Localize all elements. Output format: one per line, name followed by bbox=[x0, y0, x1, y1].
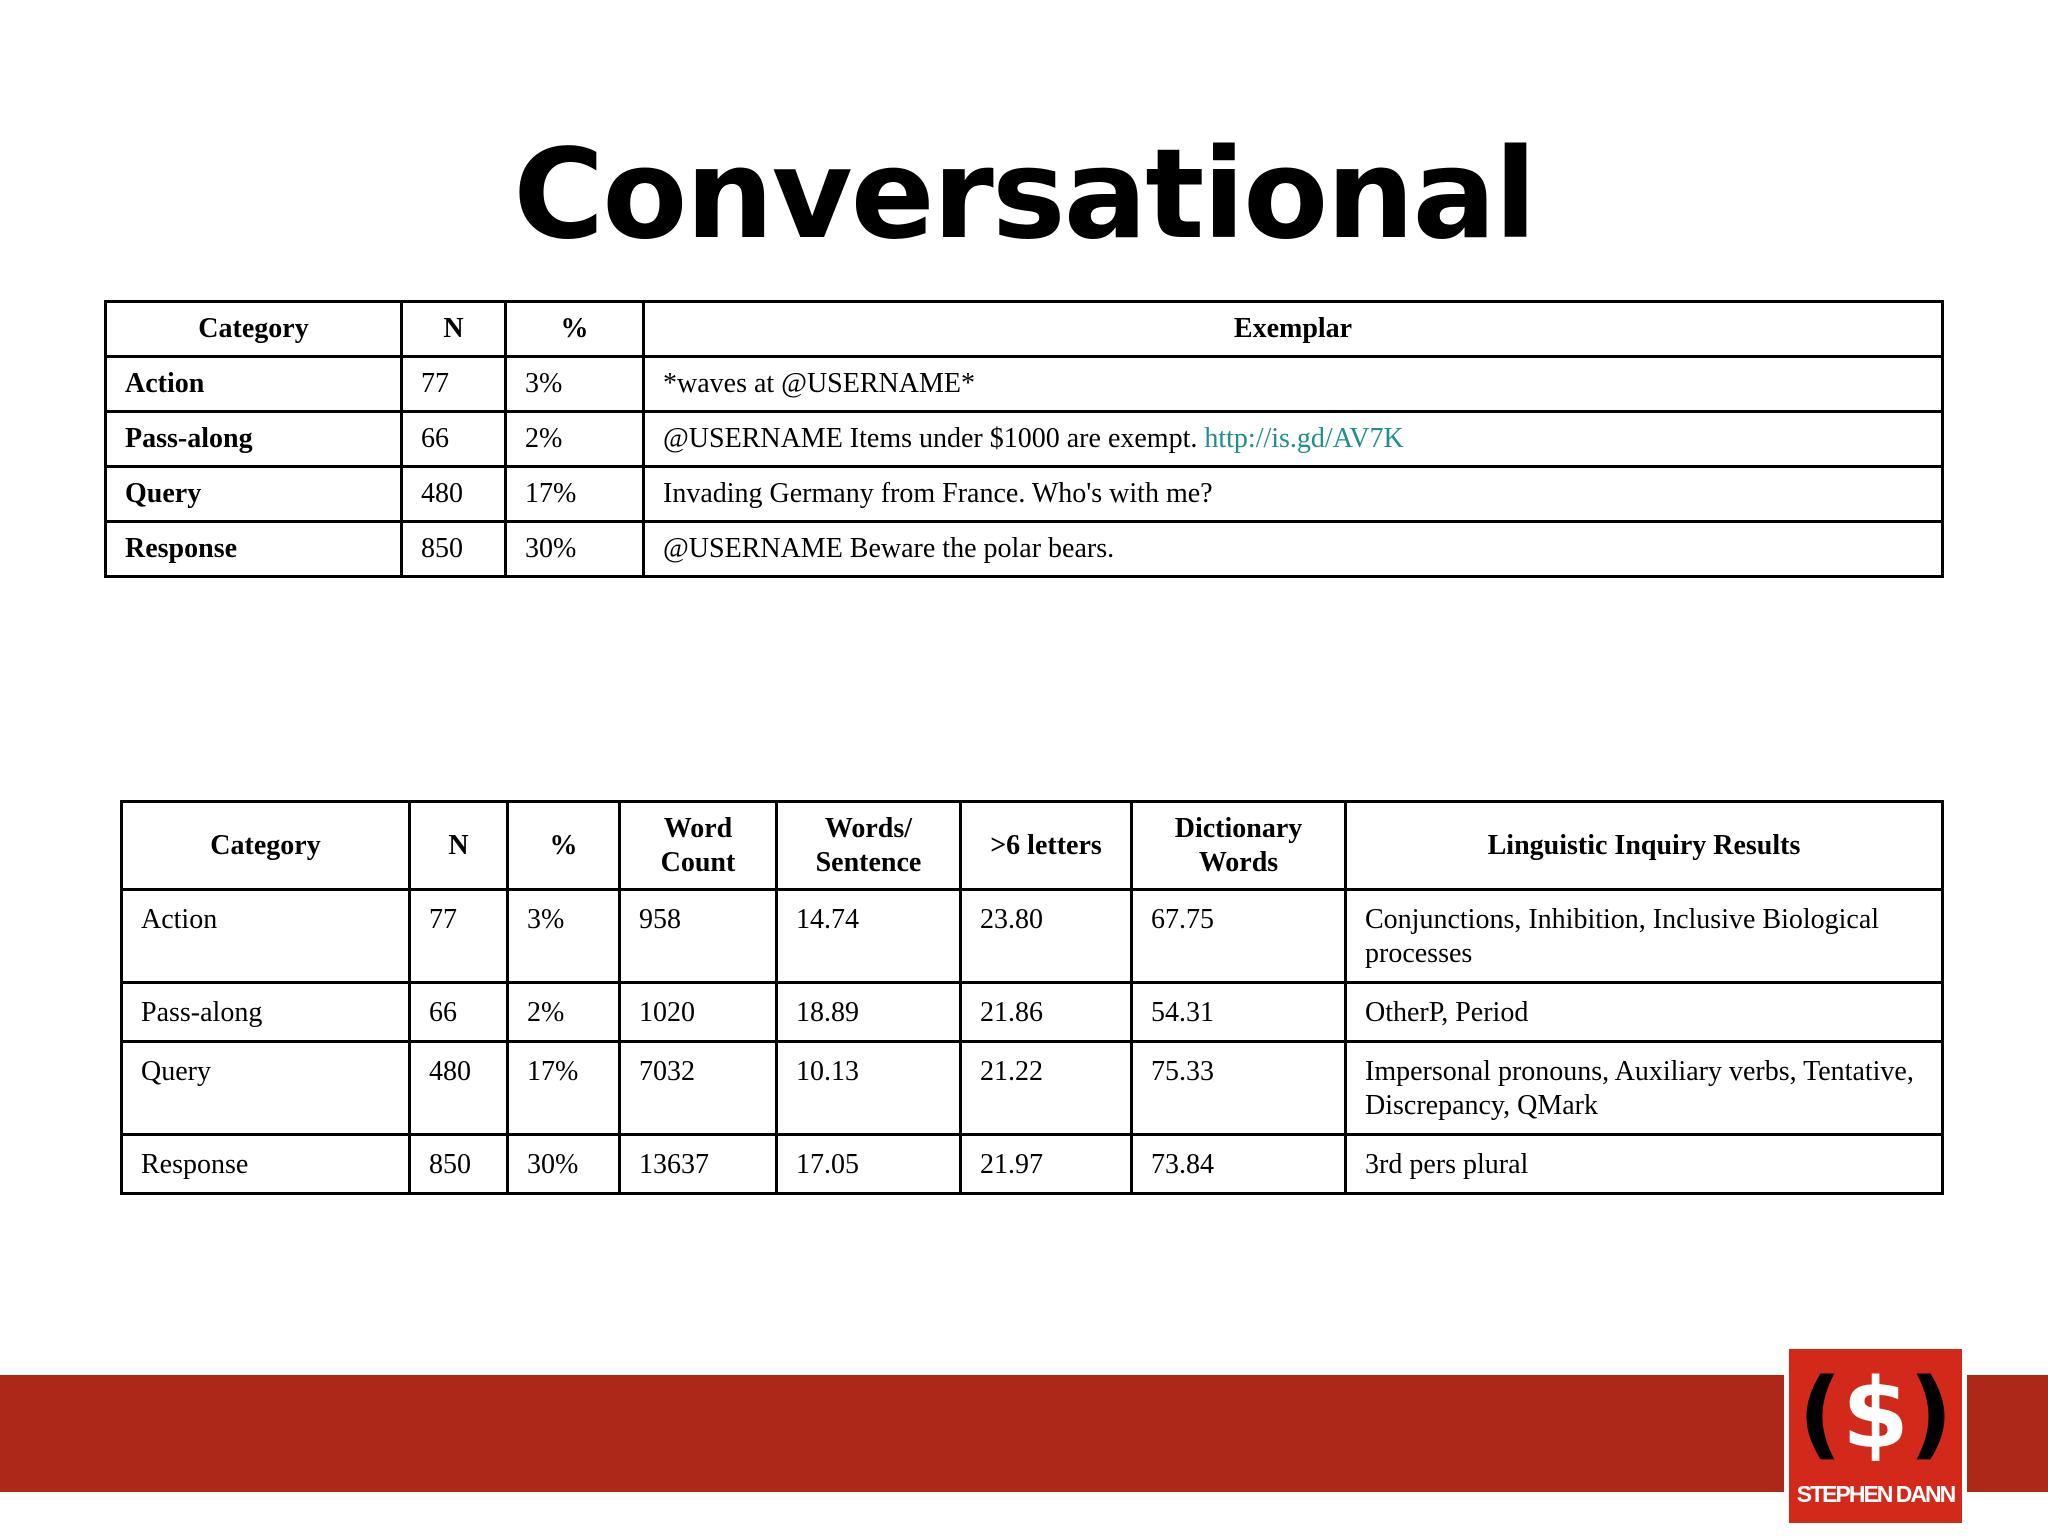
table-row bbox=[122, 1042, 1943, 1135]
exemplar-cell bbox=[644, 412, 1943, 467]
exemplar-text: @USERNAME Items under $1000 are exempt. bbox=[663, 423, 1205, 454]
logo-box bbox=[1789, 1349, 1962, 1523]
dollar-logo-icon bbox=[1789, 1359, 1962, 1469]
table-row bbox=[106, 522, 1943, 577]
percent-cell: 30% bbox=[506, 522, 644, 577]
category-cell: Action bbox=[106, 357, 402, 412]
header-n: N bbox=[402, 302, 506, 357]
percent-cell: 3% bbox=[506, 357, 644, 412]
six-letters-cell: 21.86 bbox=[961, 983, 1132, 1042]
header-exemplar: Exemplar bbox=[644, 302, 1943, 357]
n-cell: 77 bbox=[410, 890, 508, 983]
table-row bbox=[106, 412, 1943, 467]
percent-cell: 3% bbox=[508, 890, 620, 983]
n-cell: 66 bbox=[402, 412, 506, 467]
table-header-row bbox=[122, 802, 1943, 890]
logo-name: STEPHEN DANN bbox=[1796, 1481, 1955, 1507]
word-count-cell: 7032 bbox=[620, 1042, 777, 1135]
n-cell: 850 bbox=[410, 1135, 508, 1194]
dictionary-cell: 75.33 bbox=[1132, 1042, 1346, 1135]
dictionary-cell: 73.84 bbox=[1132, 1135, 1346, 1194]
liwc-cell: 3rd pers plural bbox=[1346, 1135, 1943, 1194]
category-cell: Query bbox=[122, 1042, 410, 1135]
page-title: Conversational bbox=[513, 123, 1535, 267]
exemplar-cell: *waves at @USERNAME* bbox=[644, 357, 1943, 412]
category-cell: Pass-along bbox=[122, 983, 410, 1042]
liwc-cell: Conjunctions, Inhibition, Inclusive Biological processes bbox=[1346, 890, 1943, 983]
liwc-cell: OtherP, Period bbox=[1346, 983, 1943, 1042]
exemplar-link[interactable]: http://is.gd/AV7K bbox=[1204, 423, 1404, 454]
header-word-count: Word Count bbox=[620, 802, 777, 890]
logo-paren-open: ( bbox=[1798, 1358, 1843, 1470]
category-cell: Pass-along bbox=[106, 412, 402, 467]
dictionary-cell: 54.31 bbox=[1132, 983, 1346, 1042]
n-cell: 77 bbox=[402, 357, 506, 412]
header-category: Category bbox=[106, 302, 402, 357]
liwc-cell: Impersonal pronouns, Auxiliary verbs, Tentative, Discrepancy, QMark bbox=[1346, 1042, 1943, 1135]
six-letters-cell: 23.80 bbox=[961, 890, 1132, 983]
linguistic-table bbox=[120, 800, 1944, 1195]
six-letters-cell: 21.97 bbox=[961, 1135, 1132, 1194]
logo-paren-close: ) bbox=[1908, 1358, 1953, 1470]
exemplar-cell: @USERNAME Beware the polar bears. bbox=[644, 522, 1943, 577]
header-percent: % bbox=[506, 302, 644, 357]
dictionary-cell: 67.75 bbox=[1132, 890, 1346, 983]
category-cell: Response bbox=[122, 1135, 410, 1194]
header-dictionary-words: Dictionary Words bbox=[1132, 802, 1346, 890]
n-cell: 66 bbox=[410, 983, 508, 1042]
header-words-sentence: Words/ Sentence bbox=[777, 802, 961, 890]
table-row bbox=[122, 983, 1943, 1042]
footer-band bbox=[0, 1375, 2048, 1492]
words-sentence-cell: 18.89 bbox=[777, 983, 961, 1042]
exemplar-table bbox=[104, 300, 1944, 578]
words-sentence-cell: 17.05 bbox=[777, 1135, 961, 1194]
table-row bbox=[106, 467, 1943, 522]
n-cell: 480 bbox=[402, 467, 506, 522]
category-cell: Query bbox=[106, 467, 402, 522]
category-cell: Response bbox=[106, 522, 402, 577]
header-linguistic-results: Linguistic Inquiry Results bbox=[1346, 802, 1943, 890]
percent-cell: 2% bbox=[508, 983, 620, 1042]
words-sentence-cell: 14.74 bbox=[777, 890, 961, 983]
table-row bbox=[106, 357, 1943, 412]
words-sentence-cell: 10.13 bbox=[777, 1042, 961, 1135]
n-cell: 850 bbox=[402, 522, 506, 577]
category-cell: Action bbox=[122, 890, 410, 983]
logo-dollar: $ bbox=[1842, 1358, 1909, 1470]
header-n: N bbox=[410, 802, 508, 890]
six-letters-cell: 21.22 bbox=[961, 1042, 1132, 1135]
brand-logo bbox=[1784, 1344, 1967, 1528]
word-count-cell: 958 bbox=[620, 890, 777, 983]
percent-cell: 17% bbox=[508, 1042, 620, 1135]
word-count-cell: 13637 bbox=[620, 1135, 777, 1194]
table-header-row bbox=[106, 302, 1943, 357]
percent-cell: 2% bbox=[506, 412, 644, 467]
table-row bbox=[122, 890, 1943, 983]
percent-cell: 30% bbox=[508, 1135, 620, 1194]
table-row bbox=[122, 1135, 1943, 1194]
exemplar-cell: Invading Germany from France. Who's with me? bbox=[644, 467, 1943, 522]
header-six-letters: >6 letters bbox=[961, 802, 1132, 890]
percent-cell: 17% bbox=[506, 467, 644, 522]
n-cell: 480 bbox=[410, 1042, 508, 1135]
header-category: Category bbox=[122, 802, 410, 890]
header-percent: % bbox=[508, 802, 620, 890]
word-count-cell: 1020 bbox=[620, 983, 777, 1042]
